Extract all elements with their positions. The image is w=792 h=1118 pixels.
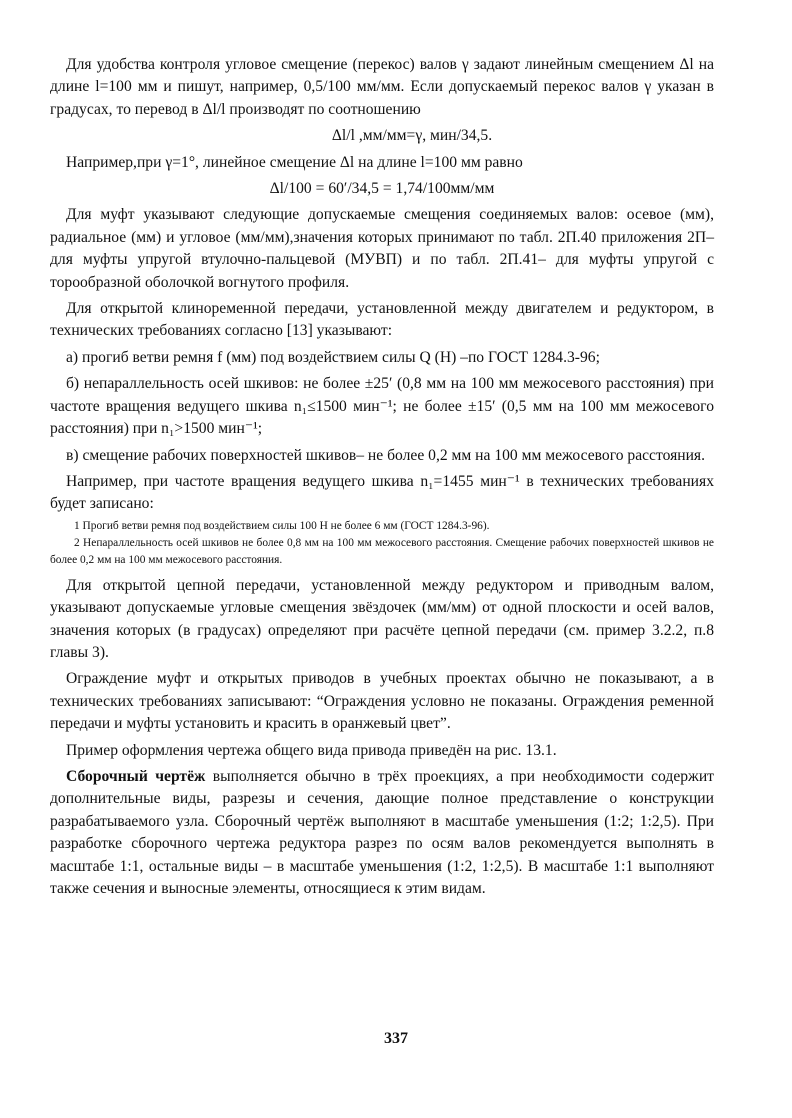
note-1: 1 Прогиб ветви ремня под воздействием силы 100 Н не более 6 мм (ГОСТ 1284.3-96).	[74, 519, 490, 532]
list-item-a: а) прогиб ветви ремня f (мм) под воздействием силы Q (Н) –по ГОСТ 1284.3-96;	[66, 348, 600, 366]
paragraph-belt-drive: Для открытой клиноременной передачи, установленной между двигателем и редуктором, в технических требованиях согласно [13] указывают:	[50, 300, 714, 340]
formula-ratio: Δl/l ,мм/мм=γ, мин/34,5.	[331, 127, 493, 145]
paragraph-angular-offset: Для удобства контроля угловое смещение (перекос) валов γ задают линейным смещением Δl на длине l=100 мм и пишут, например, 0,5/100 мм/мм. Если допускаемый перекос валов γ указан в градусах, то перевод в Δl/l производят по соотношению	[50, 56, 714, 118]
paragraph-assembly-drawing	[50, 766, 714, 900]
assembly-drawing-text: выполняется обычно в трёх проекциях, а при необходимости содержит дополнительные виды, разрезы и сечения, дающие полное представление о конструкции разрабатываемого узла. Сборочный чертёж выполняют в масштабе уменьшения (1:2; 1:2,5). При разработке сборочного чертежа редуктора разрез по осям валов рекомендуется выполнять в масштабе 1:1, остальные виды – в масштабе уменьшения (1:2, 1:2,5). В масштабе 1:1 выполняют также сечения и выносные элементы, относящиеся к этим видам.	[50, 767, 714, 897]
paragraph-figure-ref: Пример оформления чертежа общего вида привода приведён на рис. 13.1.	[66, 741, 557, 759]
paragraph-chain-drive: Для открытой цепной передачи, установленной между редуктором и приводным валом, указывают допускаемые угловые смещения звёздочек (мм/мм) от одной плоскости и осей валов, значения которых (в градусах) определяют при расчёте цепной передачи (см. пример 3.2.2, п.8 главы 3).	[50, 576, 714, 661]
paragraph-couplings: Для муфт указывают следующие допускаемые смещения соединяемых валов: осевое (мм), радиальное (мм) и угловое (мм/мм),значения которых принимают по табл. 2П.40 приложения 2П– для муфты упругой втулочно-пальцевой (МУВП) и по табл. 2П.41– для муфты упругой с торообразной оболочкой вогнутого профиля.	[50, 206, 714, 291]
list-item-c: в) смещение рабочих поверхностей шкивов– не более 0,2 мм на 100 мм межосевого расстояния.	[66, 446, 706, 464]
body-text	[50, 54, 714, 904]
formula-example: Δl/100 = 60′/34,5 = 1,74/100мм/мм	[269, 180, 495, 198]
paragraph-guards: Ограждение муфт и открытых приводов в учебных проектах обычно не показывают, а в технических требованиях записывают: “Ограждения условно не показаны. Ограждения ременной передачи и муфты установить и красить в оранжевый цвет”.	[50, 670, 714, 733]
list-item-b: б) непараллельность осей шкивов: не более ±25′ (0,8 мм на 100 мм межосевого расстояния) при частоте вращения ведущего шкива n₁≤1500 мин⁻¹; не более ±15′ (0,5 мм на 100 мм межосевого расстояния) при n₁>1500 мин⁻¹;	[50, 375, 714, 438]
term-assembly-drawing: Сборочный чертёж	[66, 767, 206, 785]
page-number: 337	[384, 1030, 408, 1047]
note-2: 2 Непараллельность осей шкивов не более 0,8 мм на 100 мм межосевого расстояния. Смещение рабочих поверхностей шкивов не более 0,2 мм на 100 мм межосевого расстояния.	[50, 536, 714, 566]
paragraph-example-gamma: Например,при γ=1°, линейное смещение Δl на длине l=100 мм равно	[66, 153, 523, 171]
paragraph-example-n1: Например, при частоте вращения ведущего шкива n₁=1455 мин⁻¹ в технических требованиях будет записано:	[50, 472, 714, 513]
